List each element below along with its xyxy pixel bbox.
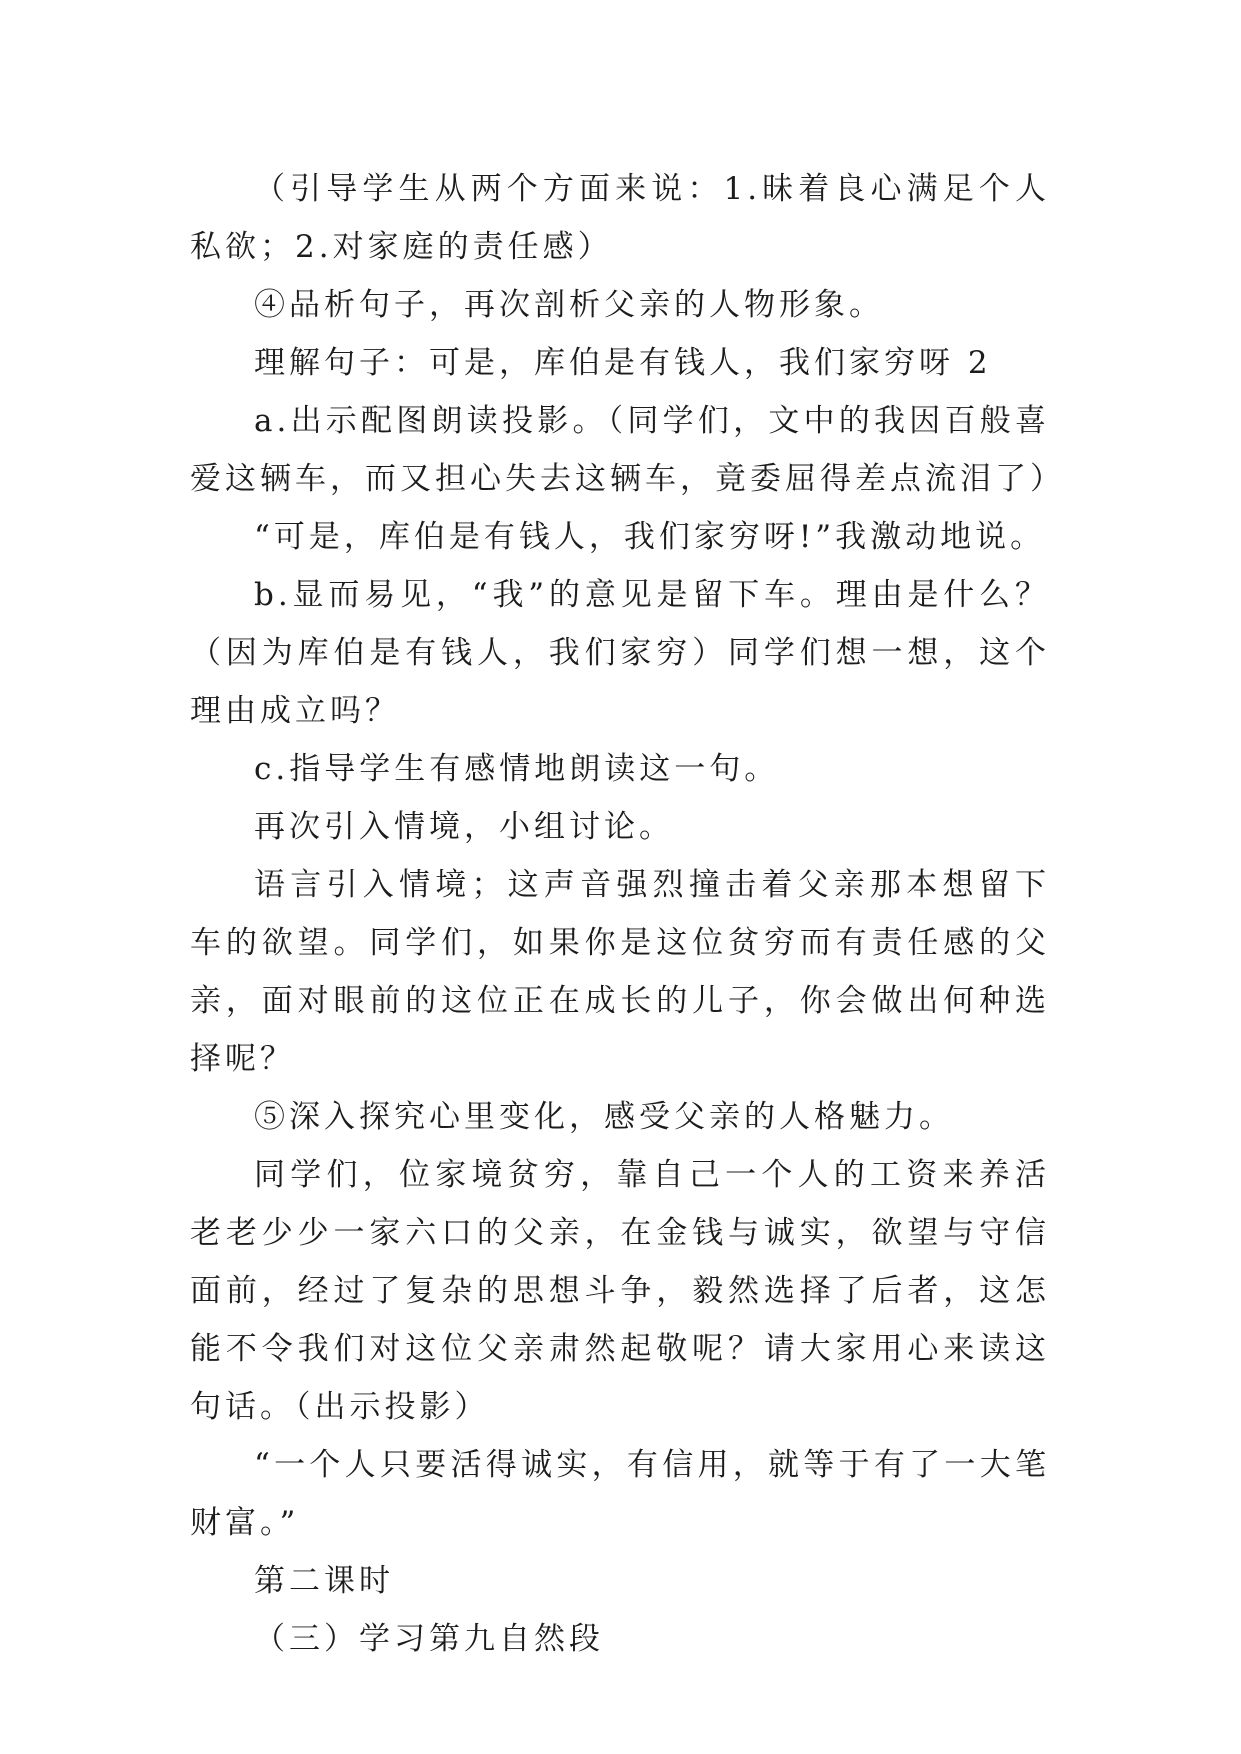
- paragraph: ④品析句子，再次剖析父亲的人物形象。: [254, 287, 884, 323]
- paragraph: “可是，库伯是有钱人，我们家穷呀!”我激动地说。: [254, 519, 1046, 555]
- paragraph: 同学们，位家境贫穷，靠自己一个人的工资来养活老老少少一家六口的父亲，在金钱与诚实，欲望与守信面前，经过了复杂的思想斗争，毅然选择了后者，这怎能不令我们对这位父亲肃然起敬呢？请大家用心来读这句话。（出示投影）: [190, 1157, 1050, 1425]
- paragraph: 理解句子：可是，库伯是有钱人，我们家穷呀 2: [254, 345, 992, 381]
- paragraph: a.出示配图朗读投影。（同学们，文中的我因百般喜爱这辆车，而又担心失去这辆车，竟委屈得差点流泪了）: [190, 403, 1065, 497]
- paragraph: c.指导学生有感情地朗读这一句。: [254, 751, 780, 787]
- section-heading: （三）学习第九自然段: [254, 1621, 604, 1657]
- paragraph: （引导学生从两个方面来说：1.昧着良心满足个人私欲；2.对家庭的责任感）: [190, 171, 1050, 265]
- paragraph: 再次引入情境，小组讨论。: [254, 809, 674, 845]
- paragraph: 语言引入情境；这声音强烈撞击着父亲那本想留下车的欲望。同学们，如果你是这位贫穷而有责任感的父亲，面对眼前的这位正在成长的儿子，你会做出何种选择呢？: [190, 867, 1050, 1077]
- paragraph: ⑤深入探究心里变化，感受父亲的人格魅力。: [254, 1099, 954, 1135]
- section-heading: 第二课时: [254, 1563, 394, 1599]
- document-body: [190, 160, 1065, 1668]
- paragraph: “一个人只要活得诚实，有信用，就等于有了一大笔财富。”: [190, 1447, 1050, 1541]
- paragraph: b.显而易见，“我”的意见是留下车。理由是什么？（因为库伯是有钱人，我们家穷）同学们想一想，这个理由成立吗？: [190, 577, 1050, 729]
